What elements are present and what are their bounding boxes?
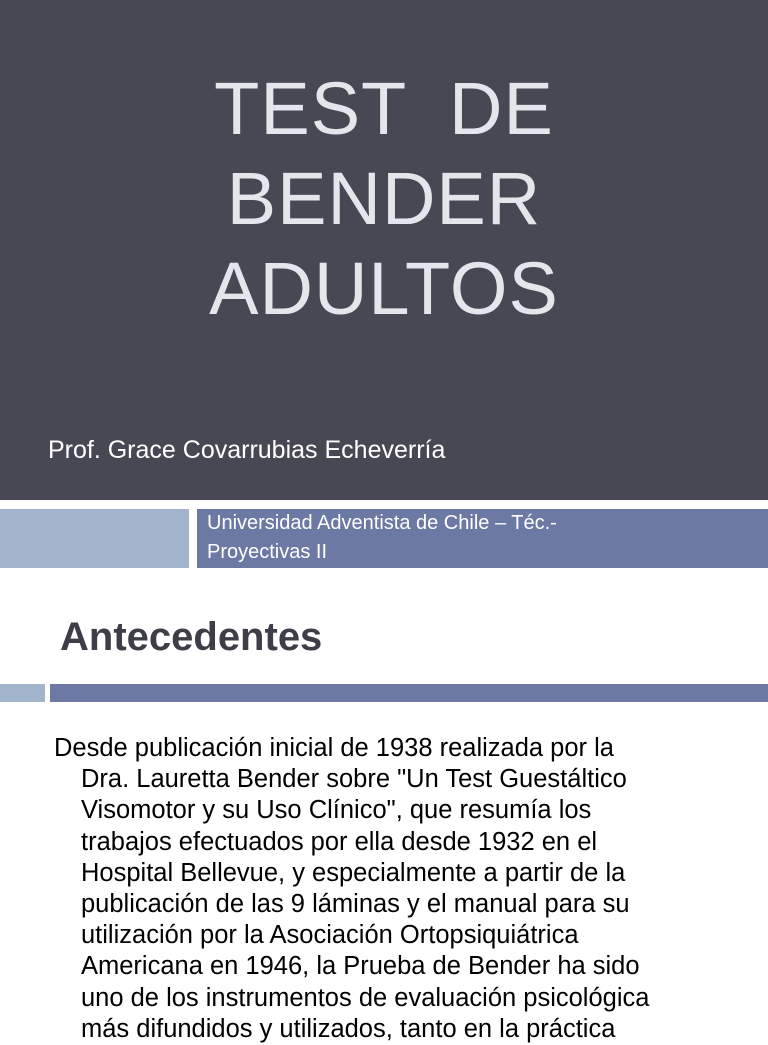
body-paragraph [54, 733, 744, 1045]
heading-rule-accent [0, 684, 45, 702]
footer-line-1: Universidad Adventista de Chile – Téc.- [207, 512, 557, 534]
slide-title-line-2: BENDER [226, 157, 542, 240]
slide-title-line-3: ADULTOS [209, 247, 559, 330]
body-line: Visomotor y su Uso Clínico", que resumía los [81, 796, 592, 825]
slide-title-line-1: TEST DE [214, 67, 554, 150]
footer-text [207, 509, 762, 567]
body-line: Hospital Bellevue, y especialmente a partir de la [81, 858, 626, 887]
body-line: utilización por la Asociación Ortopsiquiátrica [81, 921, 579, 950]
body-line: trabajos efectuados por ella desde 1932 en el [81, 827, 598, 856]
body-line: uno de los instrumentos de evaluación psicológica [81, 983, 650, 1012]
footer-band-accent [0, 509, 189, 568]
body-line: publicación de las 9 láminas y el manual para su [81, 890, 630, 919]
slide2-heading: Antecedentes [60, 615, 323, 659]
footer-line-2: Proyectivas II [207, 541, 328, 563]
author-name: Prof. Grace Covarrubias Echeverría [48, 436, 446, 464]
body-line: Americana en 1946, la Prueba de Bender ha sido [81, 952, 640, 981]
body-line: Dra. Lauretta Bender sobre "Un Test Guestáltico [81, 765, 627, 794]
title-slide [0, 0, 768, 500]
heading-rule [50, 684, 768, 702]
body-line: Desde publicación inicial de 1938 realizada por la [54, 734, 614, 762]
body-line: más difundidos y utilizados, tanto en la práctica [81, 1014, 616, 1043]
